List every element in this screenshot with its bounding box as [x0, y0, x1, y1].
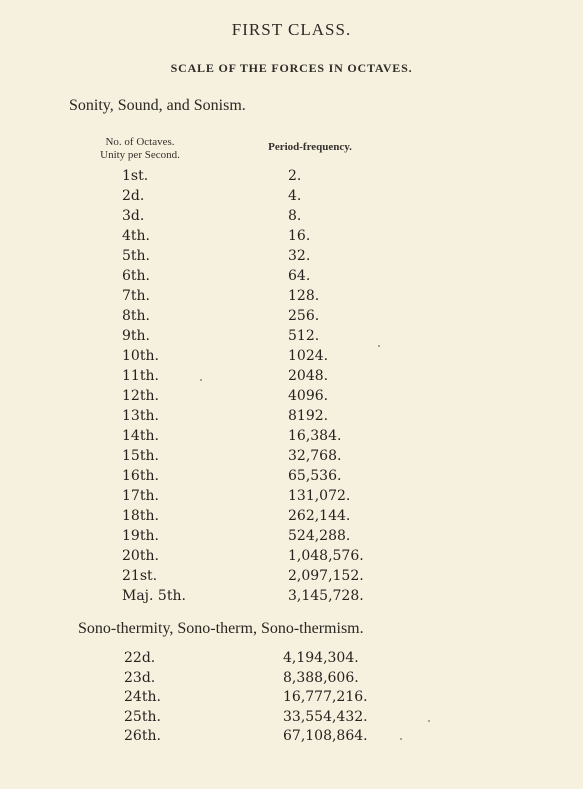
period-frequency: 262,144. [288, 508, 351, 524]
period-frequency: 2. [288, 168, 302, 184]
column-header-octaves-line2: Unity per Second. [100, 149, 180, 161]
table-row [0, 726, 583, 746]
table-row [0, 668, 583, 688]
period-frequency: 8192. [288, 408, 329, 424]
octave-number: 24th. [124, 689, 161, 705]
table-row [0, 186, 583, 206]
period-frequency: 3,145,728. [288, 588, 364, 604]
period-frequency: 16. [288, 228, 311, 244]
table-row [0, 226, 583, 246]
table-row [0, 426, 583, 446]
period-frequency: 128. [288, 288, 320, 304]
period-frequency: 1,048,576. [288, 548, 364, 564]
table-row [0, 466, 583, 486]
octave-number: 21st. [122, 568, 158, 584]
octave-number: 12th. [122, 388, 159, 404]
paper-speck [428, 720, 430, 722]
table-row [0, 687, 583, 707]
period-frequency: 32,768. [288, 448, 342, 464]
table-row [0, 346, 583, 366]
table-row [0, 648, 583, 668]
octave-number: 25th. [124, 708, 161, 725]
octave-number: 10th. [122, 348, 159, 364]
octave-number: 22d. [124, 650, 156, 666]
period-frequency: 4096. [288, 388, 329, 404]
octave-number: 13th. [122, 408, 159, 424]
period-frequency: 1024. [288, 348, 329, 364]
table-row [0, 586, 583, 606]
octave-number: 16th. [122, 468, 159, 484]
period-frequency: 4. [288, 188, 302, 204]
paper-speck [378, 345, 380, 347]
octave-number: 5th. [122, 248, 150, 264]
octave-number: 23d. [124, 669, 156, 686]
period-frequency: 67,108,864. [283, 728, 368, 744]
column-header-octaves-line1: No. of Octaves. [105, 136, 175, 148]
period-frequency: 16,777,216. [283, 689, 368, 705]
period-frequency: 64. [288, 268, 311, 284]
page-subtitle: SCALE OF THE FORCES IN OCTAVES. [170, 61, 413, 75]
octave-number: 20th. [122, 548, 159, 564]
table-row [0, 366, 583, 386]
section-heading-sono-thermity: Sono-thermity, Sono-therm, Sono-thermism. [78, 620, 364, 637]
period-frequency: 33,554,432. [283, 708, 368, 725]
octave-number: 8th. [122, 308, 150, 324]
page-title: FIRST CLASS. [231, 20, 352, 39]
column-header-octaves [88, 136, 192, 162]
table-row [0, 546, 583, 566]
period-frequency: 65,536. [288, 468, 342, 484]
table-row [0, 486, 583, 506]
table-row [0, 206, 583, 226]
period-frequency: 32. [288, 248, 311, 264]
table-row [0, 266, 583, 286]
section-heading-sonity: Sonity, Sound, and Sonism. [69, 97, 246, 114]
period-frequency: 2048. [288, 368, 329, 384]
period-frequency: 256. [288, 308, 320, 324]
octave-number: 14th. [122, 428, 159, 444]
octave-number: 9th. [122, 328, 150, 344]
octave-number: 4th. [122, 228, 150, 244]
octave-number: Maj. 5th. [122, 588, 186, 604]
table-row [0, 406, 583, 426]
period-frequency: 131,072. [288, 488, 351, 504]
period-frequency: 8. [288, 208, 302, 224]
table-row [0, 286, 583, 306]
paper-speck [200, 379, 202, 381]
period-frequency: 524,288. [288, 528, 351, 544]
table-row [0, 707, 583, 727]
octave-number: 15th. [122, 448, 159, 464]
period-frequency: 16,384. [288, 428, 342, 444]
octave-number: 7th. [122, 288, 150, 304]
column-header-frequency: Period-frequency. [268, 141, 352, 153]
octave-number: 3d. [122, 208, 145, 224]
octave-number: 6th. [122, 268, 150, 284]
octave-number: 18th. [122, 508, 159, 524]
octave-number: 2d. [122, 188, 145, 204]
table-row [0, 246, 583, 266]
table-row [0, 386, 583, 406]
octave-number: 19th. [122, 528, 159, 544]
period-frequency: 512. [288, 328, 320, 344]
paper-speck [400, 738, 402, 740]
period-frequency: 8,388,606. [283, 669, 359, 686]
table-row [0, 526, 583, 546]
octave-number: 26th. [124, 728, 161, 744]
table-row [0, 306, 583, 326]
table-row [0, 326, 583, 346]
octave-number: 17th. [122, 488, 159, 504]
period-frequency: 4,194,304. [283, 650, 359, 666]
octave-number: 1st. [122, 168, 149, 184]
table-row [0, 166, 583, 186]
period-frequency: 2,097,152. [288, 568, 364, 584]
octave-number: 11th. [122, 368, 159, 384]
table-row [0, 506, 583, 526]
table-row [0, 566, 583, 586]
table-row [0, 446, 583, 466]
